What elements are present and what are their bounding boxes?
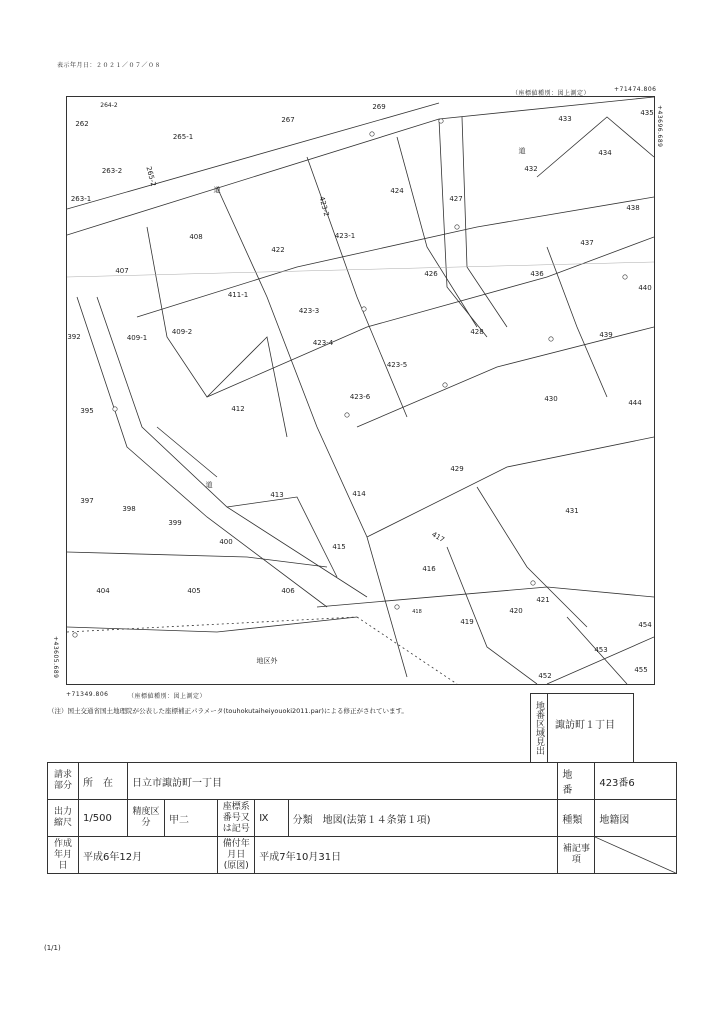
value-created: 平成6年12月	[79, 837, 218, 874]
svg-text:404: 404	[96, 587, 110, 595]
label-created: 作成年月日	[48, 837, 79, 874]
svg-text:455: 455	[634, 666, 648, 674]
svg-text:409-2: 409-2	[171, 328, 193, 336]
label-location: 所 在	[79, 763, 128, 800]
svg-text:269: 269	[372, 103, 386, 111]
svg-text:395: 395	[80, 407, 94, 415]
label-request: 請求部分	[48, 763, 79, 800]
coord-right-vertical: +43696.689	[656, 105, 663, 148]
svg-text:434: 434	[598, 149, 612, 157]
svg-text:263-1: 263-1	[70, 195, 92, 203]
svg-text:428: 428	[470, 328, 484, 336]
value-installed: 平成7年10月31日	[255, 837, 558, 874]
svg-text:408: 408	[189, 233, 203, 241]
svg-text:417: 417	[430, 530, 446, 545]
stamp-label: 地番区域見出	[531, 694, 548, 762]
area-heading-stamp	[530, 693, 634, 763]
svg-text:439: 439	[599, 331, 613, 339]
svg-text:437: 437	[580, 239, 594, 247]
svg-text:地区外: 地区外	[256, 657, 278, 665]
svg-text:392: 392	[67, 333, 81, 341]
svg-text:423-5: 423-5	[386, 361, 408, 369]
coord-bottom-left: +71349.806	[66, 691, 109, 698]
svg-text:399: 399	[168, 519, 182, 527]
svg-text:267: 267	[281, 116, 295, 124]
svg-text:423-1: 423-1	[334, 232, 356, 240]
svg-text:416: 416	[422, 565, 436, 573]
coord-type-top: （座標値種別：図上測定）	[512, 90, 591, 97]
label-installed: 備付年月日(原図)	[218, 837, 255, 874]
label-scale: 出力縮尺	[48, 800, 79, 837]
svg-text:438: 438	[626, 204, 640, 212]
coord-left-vertical: +43605.689	[52, 636, 59, 679]
svg-text:409-1: 409-1	[126, 334, 148, 342]
supplement-slash	[595, 837, 676, 873]
svg-text:413: 413	[270, 491, 284, 499]
info-table	[47, 762, 677, 874]
svg-text:427: 427	[449, 195, 463, 203]
svg-text:423-3: 423-3	[298, 307, 320, 315]
svg-text:444: 444	[628, 399, 642, 407]
value-precision: 甲二	[165, 800, 218, 837]
svg-text:406: 406	[281, 587, 295, 595]
cadastral-map	[66, 96, 655, 685]
label-supplement: 補記事項	[558, 837, 595, 874]
info-row-1	[48, 763, 677, 800]
svg-text:432: 432	[524, 165, 538, 173]
coord-type-bottom: （座標値種別：図上測定）	[128, 693, 207, 700]
svg-text:454: 454	[638, 621, 652, 629]
svg-text:415: 415	[332, 543, 346, 551]
svg-text:424: 424	[390, 187, 404, 195]
svg-text:道: 道	[518, 147, 526, 155]
label-precision: 精度区分	[128, 800, 165, 837]
svg-text:405: 405	[187, 587, 201, 595]
value-type: 地籍図	[595, 800, 677, 837]
stamp-value: 諏訪町１丁目	[555, 720, 615, 731]
label-coord-system: 座標系番号又は記号	[218, 800, 255, 837]
svg-text:453: 453	[594, 646, 608, 654]
svg-text:412: 412	[231, 405, 245, 413]
svg-text:433: 433	[558, 115, 572, 123]
svg-text:418: 418	[412, 609, 422, 615]
info-row-3	[48, 837, 677, 874]
value-supplement	[595, 837, 677, 874]
info-row-2	[48, 800, 677, 837]
svg-text:411-1: 411-1	[227, 291, 249, 299]
value-category: 地図(法第１４条第１項)	[322, 814, 431, 826]
label-type: 種類	[558, 800, 595, 837]
value-scale: 1/500	[79, 800, 128, 837]
correction-note: （注）国土交通省国土地理院が公表した座標補正パラメータ(touhokutaiheiyouoki2011.par)による修正がされています。	[48, 707, 408, 715]
svg-text:263-2: 263-2	[101, 167, 123, 175]
svg-text:436: 436	[530, 270, 544, 278]
parcel-262: 262	[75, 120, 89, 128]
svg-text:435: 435	[640, 109, 654, 117]
svg-text:265-1: 265-1	[172, 133, 194, 141]
svg-text:道: 道	[205, 481, 213, 489]
svg-text:452: 452	[538, 672, 552, 680]
print-date: 表示年月日：２０２１／０７／０８	[57, 62, 162, 69]
value-coord-system: Ⅸ	[255, 800, 288, 837]
page-number: (1/1)	[44, 944, 61, 952]
svg-text:407: 407	[115, 267, 129, 275]
svg-text:422: 422	[271, 246, 285, 254]
svg-text:420: 420	[509, 607, 523, 615]
value-location: 日立市諏訪町一丁目	[128, 763, 558, 800]
svg-text:429: 429	[450, 465, 464, 473]
svg-text:400: 400	[219, 538, 233, 546]
svg-text:423-4: 423-4	[312, 339, 334, 347]
svg-text:440: 440	[638, 284, 652, 292]
value-lot: 423番6	[595, 763, 677, 800]
svg-text:419: 419	[460, 618, 474, 626]
svg-text:264-2: 264-2	[100, 102, 118, 109]
svg-text:426: 426	[424, 270, 438, 278]
svg-text:398: 398	[122, 505, 136, 513]
svg-text:414: 414	[352, 490, 366, 498]
svg-text:423-2: 423-2	[317, 195, 331, 218]
svg-text:430: 430	[544, 395, 558, 403]
svg-text:265-2: 265-2	[144, 165, 158, 188]
svg-text:423-6: 423-6	[349, 393, 371, 401]
svg-text:431: 431	[565, 507, 579, 515]
svg-text:道: 道	[213, 186, 221, 194]
label-lot: 地 番	[558, 763, 595, 800]
svg-text:421: 421	[536, 596, 550, 604]
svg-text:397: 397	[80, 497, 94, 505]
map-labels	[67, 97, 654, 684]
coord-top-right: +71474.806	[614, 86, 657, 93]
label-category: 分類 地図(法第１４条第１項)	[288, 800, 558, 837]
